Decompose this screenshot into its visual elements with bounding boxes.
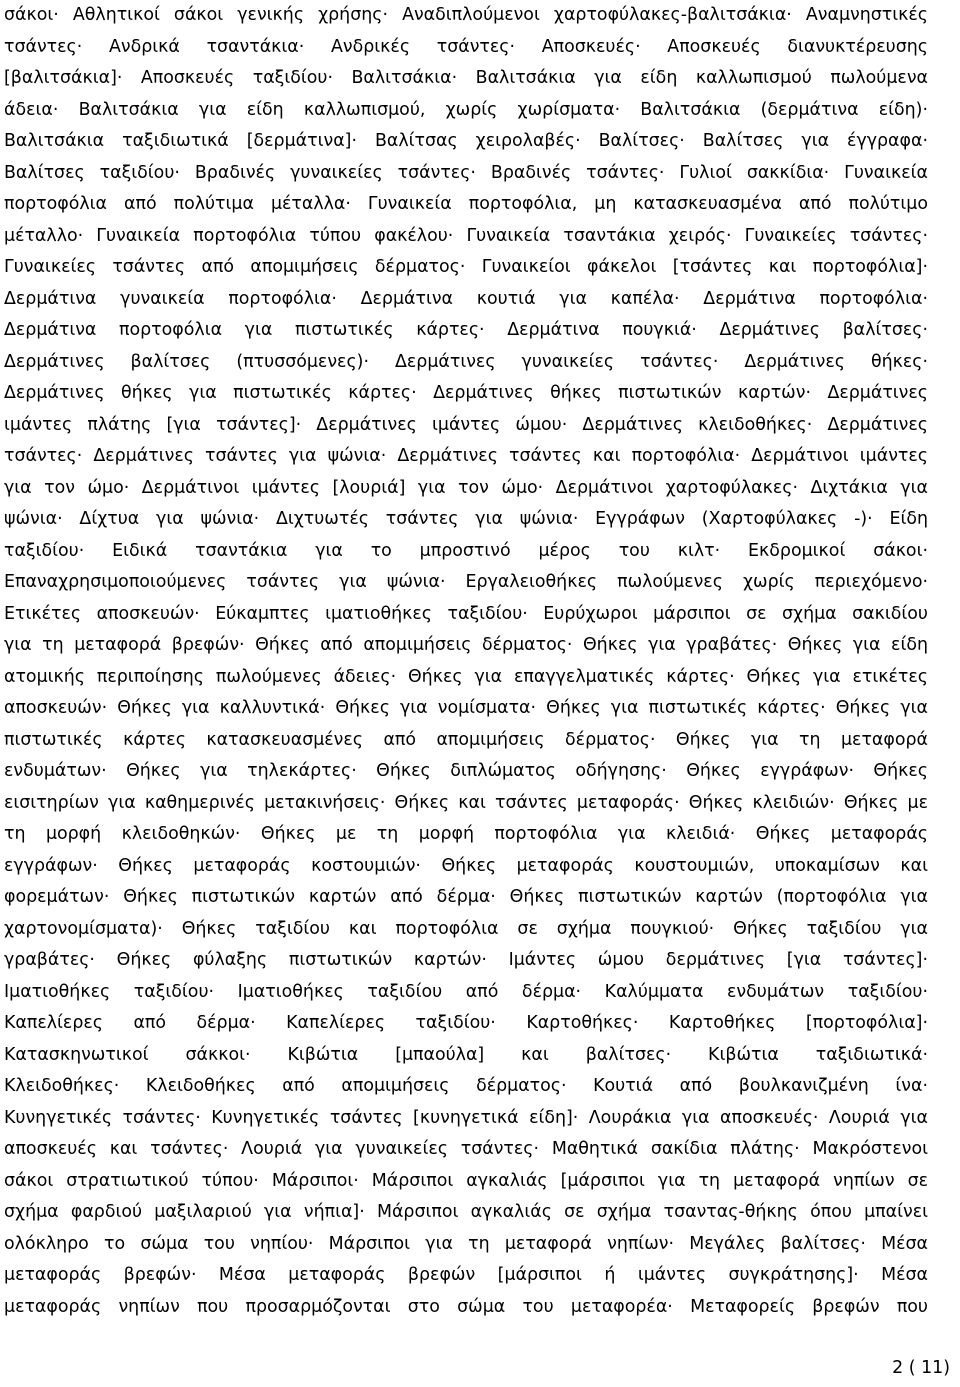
text-line: εγγράφων· Θήκες μεταφοράς κοστουμιών· Θήκες μεταφοράς κουστουμιών, υποκαμίσων και	[4, 855, 928, 876]
text-line: Βαλιτσάκια ταξιδιωτικά [δερμάτινα]· Βαλίτσας χειρολαβές· Βαλίτσες· Βαλίτσες για έγγραφα·	[4, 131, 928, 151]
text-line: φορεμάτων· Θήκες πιστωτικών καρτών από δέρμα· Θήκες πιστωτικών καρτών (πορτοφόλια για	[4, 887, 928, 907]
text-line: για τη μεταφορά βρεφών· Θήκες από απομιμήσεις δέρματος· Θήκες για γραβάτες· Θήκες για είδη	[4, 635, 928, 655]
text-line	[4, 1323, 928, 1355]
text-line: Δερμάτινα γυναικεία πορτοφόλια· Δερμάτινα κουτιά για καπέλα· Δερμάτινα πορτοφόλια·	[4, 288, 928, 309]
text-line: ατομικής περιποίησης πωλούμενες άδειες· Θήκες για επαγγελματικές κάρτες· Θήκες για ετικέτες	[4, 666, 928, 687]
text-line: σάκοι στρατιωτικού τύπου· Μάρσιποι· Μάρσιποι αγκαλιάς [μάρσιποι για τη μεταφορά νηπίων σε	[4, 1170, 928, 1191]
text-line: χαρτονομίσματα)· Θήκες ταξιδίου και πορτοφόλια σε σχήμα πουγκιού· Θήκες ταξιδίου για	[4, 918, 928, 939]
text-line: εισιτηρίων για καθημερινές μετακινήσεις· Θήκες και τσάντες μεταφοράς· Θήκες κλειδιών· Θήκες με	[4, 792, 928, 813]
text-line: μεταφοράς βρεφών· Μέσα μεταφοράς βρεφών [μάρσιποι ή ιμάντες συγκράτησης]· Μέσα	[4, 1265, 928, 1285]
text-line: Κατασκηνωτικοί σάκκοι· Κιβώτια [μπαούλα] και βαλίτσες· Κιβώτια ταξιδιωτικά·	[4, 1044, 928, 1065]
text-line: ταξιδίου· Ειδικά τσαντάκια για το μπροστινό μέρος του κιλτ· Εκδρομικοί σάκοι·	[4, 540, 928, 561]
text-line: σάκοι· Αθλητικοί σάκοι γενικής χρήσης· Αναδιπλούμενοι χαρτοφύλακες-βαλιτσάκια· Αναμνηστικές	[4, 5, 928, 25]
page-number: 2 ( 11)	[892, 1358, 950, 1378]
text-line: τσάντες· Ανδρικά τσαντάκια· Ανδρικές τσάντες· Αποσκευές· Αποσκευές διανυκτέρευσης	[4, 36, 928, 57]
text-line: Κυνηγετικές τσάντες· Κυνηγετικές τσάντες [κυνηγετικά είδη]· Λουράκια για αποσκευές· Λουριά για	[4, 1107, 928, 1128]
text-line: άδεια· Βαλιτσάκια για είδη καλλωπισμού, χωρίς χωρίσματα· Βαλιτσάκια (δερμάτινα είδη)·	[4, 99, 928, 120]
text-line: Ιματιοθήκες ταξιδίου· Ιματιοθήκες ταξιδίου από δέρμα· Καλύμματα ενδυμάτων ταξιδίου·	[4, 981, 928, 1002]
text-line: Καπελίερες από δέρμα· Καπελίερες ταξιδίου· Καρτοθήκες· Καρτοθήκες [πορτοφόλια]·	[4, 1013, 928, 1033]
text-line: γραβάτες· Θήκες φύλαξης πιστωτικών καρτών· Ιμάντες ώμου δερμάτινες [για τσάντες]·	[4, 950, 928, 970]
text-line: Δερμάτινες θήκες για πιστωτικές κάρτες· Δερμάτινες θήκες πιστωτικών καρτών· Δερμάτινες	[4, 383, 928, 403]
text-line: μεταφοράς νηπίων που προσαρμόζονται στο σώμα του μεταφορέα· Μεταφορείς βρεφών που	[4, 1296, 928, 1317]
text-line: Βαλίτσες ταξιδίου· Βραδινές γυναικείες τσάντες· Βραδινές τσάντες· Γυλιοί σακκίδια· Γυναικεία	[4, 162, 928, 183]
text-line: ενδυμάτων· Θήκες για τηλεκάρτες· Θήκες διπλώματος οδήγησης· Θήκες εγγράφων· Θήκες	[4, 761, 928, 781]
body-text	[4, 0, 928, 1355]
text-line: Δερμάτινες βαλίτσες (πτυσσόμενες)· Δερμάτινες γυναικείες τσάντες· Δερμάτινες θήκες·	[4, 351, 928, 372]
text-line: Δερμάτινα πορτοφόλια για πιστωτικές κάρτες· Δερμάτινα πουγκιά· Δερμάτινες βαλίτσες·	[4, 320, 928, 340]
text-line: αποσκευών· Θήκες για καλλυντικά· Θήκες για νομίσματα· Θήκες για πιστωτικές κάρτες· Θήκες για	[4, 698, 928, 718]
text-line: Κλειδοθήκες· Κλειδοθήκες από απομιμήσεις δέρματος· Κουτιά από βουλκανιζμένη ίνα·	[4, 1076, 928, 1096]
text-line: τη μορφή κλειδοθηκών· Θήκες με τη μορφή πορτοφόλια για κλειδιά· Θήκες μεταφοράς	[4, 824, 928, 844]
text-line: Γυναικείες τσάντες από απομιμήσεις δέρματος· Γυναικείοι φάκελοι [τσάντες και πορτοφόλια]·	[4, 257, 928, 277]
text-line: πιστωτικές κάρτες κατασκευασμένες από απομιμήσεις δέρματος· Θήκες για τη μεταφορά	[4, 729, 928, 750]
text-line: ιμάντες πλάτης [για τσάντες]· Δερμάτινες ιμάντες ώμου· Δερμάτινες κλειδοθήκες· Δερμάτινες	[4, 414, 928, 435]
text-line: Επαναχρησιμοποιούμενες τσάντες για ψώνια· Εργαλειοθήκες πωλούμενες χωρίς περιεχόμενο·	[4, 572, 928, 592]
text-line: αποσκευές και τσάντες· Λουριά για γυναικείες τσάντες· Μαθητικά σακίδια πλάτης· Μακρόστενοι	[4, 1139, 928, 1159]
text-line: Ετικέτες αποσκευών· Εύκαμπτες ιματιοθήκες ταξιδίου· Ευρύχωροι μάρσιποι σε σχήμα σακιδίου	[4, 603, 928, 624]
text-line: ψώνια· Δίχτυα για ψώνια· Διχτυωτές τσάντες για ψώνια· Εγγράφων (Χαρτοφύλακες -)· Είδη	[4, 509, 928, 529]
text-line: σχήμα φαρδιού μαξιλαριού για νήπια]· Μάρσιποι αγκαλιάς σε σχήμα τσαντας-θήκης όπου μπαίνει	[4, 1202, 928, 1222]
text-line: [βαλιτσάκια]· Αποσκευές ταξιδίου· Βαλιτσάκια· Βαλιτσάκια για είδη καλλωπισμού πωλούμενα	[4, 68, 928, 88]
text-line: πορτοφόλια από πολύτιμα μέταλλα· Γυναικεία πορτοφόλια, μη κατασκευασμένα από πολύτιμο	[4, 194, 928, 214]
text-line: ολόκληρο το σώμα του νηπίου· Μάρσιποι για τη μεταφορά νηπίων· Μεγάλες βαλίτσες· Μέσα	[4, 1233, 928, 1254]
text-line: για τον ώμο· Δερμάτινοι ιμάντες [λουριά] για τον ώμο· Δερμάτινοι χαρτοφύλακες· Διχτάκια για	[4, 477, 928, 498]
text-line: τσάντες· Δερμάτινες τσάντες για ψώνια· Δερμάτινες τσάντες και πορτοφόλια· Δερμάτινοι ιμάντες	[4, 446, 928, 466]
text-line: μέταλλο· Γυναικεία πορτοφόλια τύπου φακέλου· Γυναικεία τσαντάκια χειρός· Γυναικείες τσάντες·	[4, 225, 928, 246]
